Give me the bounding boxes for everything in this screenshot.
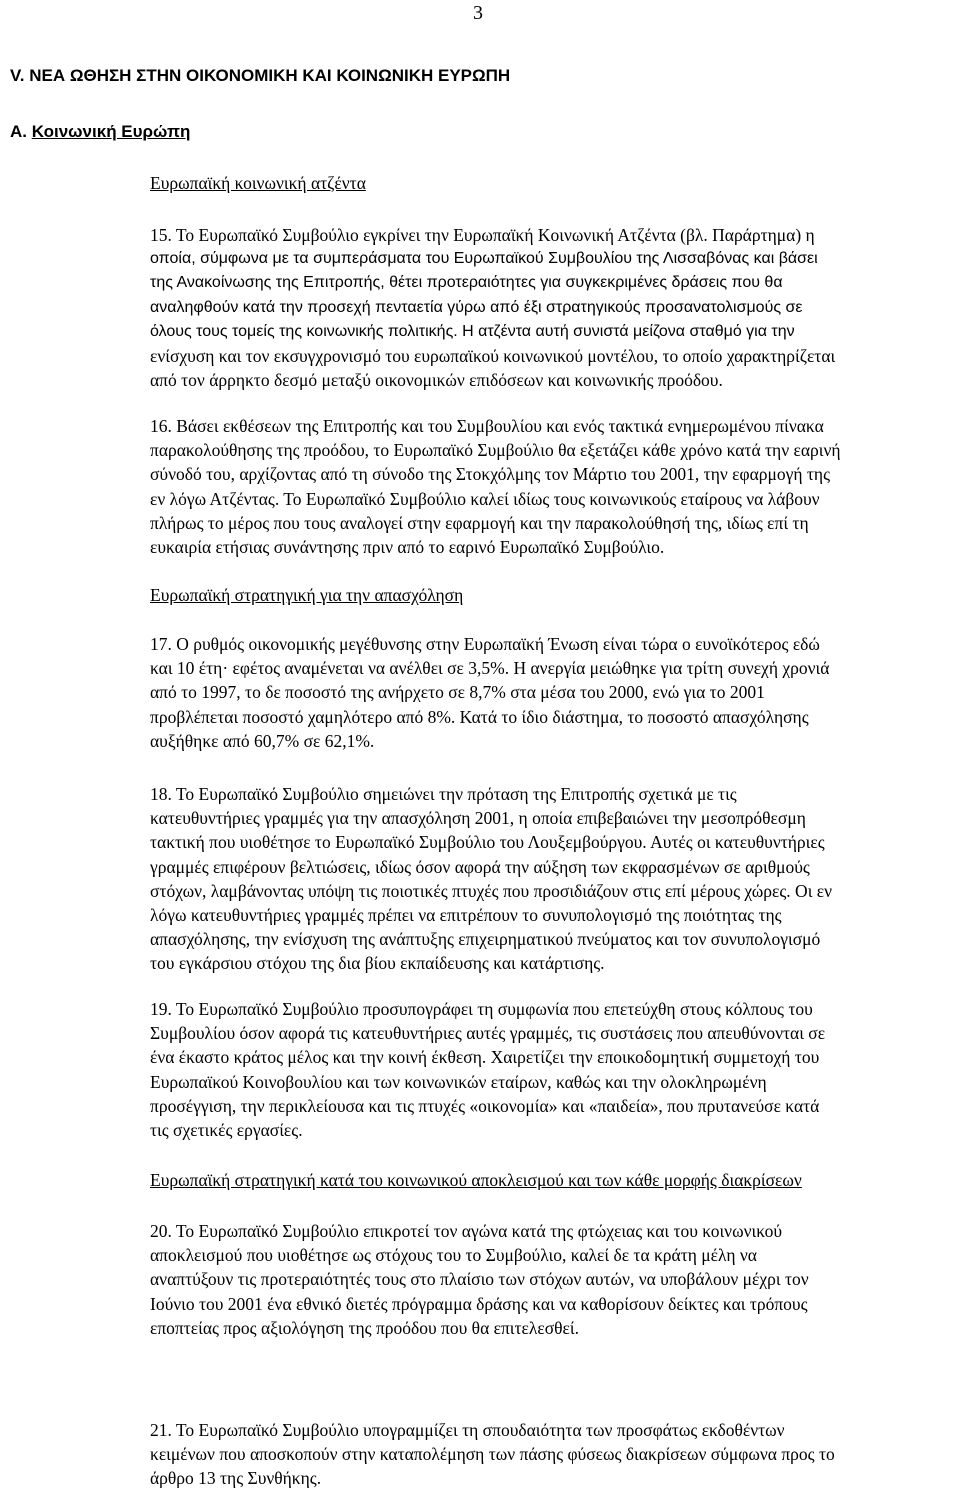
paragraph-line: αυξήθηκε από 60,7% σε 62,1%. (150, 730, 375, 751)
paragraph-line: προσέγγιση, την περικλείουσα και τις πτυχές «οικονομία» και «παιδεία», που πρυτανεύσε κατά (150, 1095, 820, 1116)
paragraph-line: 17. Ο ρυθμός οικονομικής μεγέθυνσης στην Ευρωπαϊκή Ένωση είναι τώρα ο ευνοϊκότερος εδώ (150, 634, 820, 654)
paragraph-line: αναπτύξουν τις προτεραιότητές τους στο πλαίσιο των στόχων αυτών, να υποβάλουν μέχρι τον (150, 1269, 809, 1290)
paragraph-17 (150, 632, 956, 753)
paragraph-line: παρακολούθησης της προόδου, το Ευρωπαϊκό Συμβούλιο θα εξετάζει κάθε χρόνο κατά την εαρινή (150, 440, 841, 461)
heading-employment-strategy: Ευρωπαϊκή στρατηγική για την απασχόληση (150, 585, 464, 605)
paragraph-line: του εγκάρσιου στόχου της δια βίου εκπαίδευσης και κατάρτισης. (150, 953, 605, 974)
paragraph-line: τις σχετικές εργασίες. (150, 1120, 303, 1141)
paragraph-line: οποία, σύμφωνα με τα συμπεράσματα του Ευρωπαϊκού Συμβουλίου της Λισσαβόνας και βάσει (150, 250, 818, 268)
paragraph-line: Ιούνιο του 2001 ένα εθνικό διετές πρόγραμμα δράσης και να καθορίσουν δείκτες και τρόπους (150, 1293, 808, 1314)
paragraph-line: άρθρο 13 της Συνθήκης. (150, 1468, 322, 1489)
paragraph-line: 18. Το Ευρωπαϊκό Συμβούλιο σημειώνει την πρόταση της Επιτροπής σχετικά με τις (150, 784, 737, 804)
paragraph-line: ένα έκαστο κράτος μέλος και την κοινή έκθεση. Χαιρετίζει την εποικοδομητική συμμετοχή του (150, 1047, 820, 1068)
section-title: V. ΝΕΑ ΩΘΗΣΗ ΣΤΗΝ ΟΙΚΟΝΟΜΙΚΗ ΚΑΙ ΚΟΙΝΩΝΙΚΗ ΕΥΡΩΠΗ (10, 66, 511, 85)
paragraph-line: Συμβουλίου όσον αφορά τις κατευθυντήριες αυτές γραμμές, τις συστάσεις που απευθύνονται σε (150, 1023, 826, 1044)
paragraph-line: ενίσχυση και τον εκσυγχρονισμό του ευρωπαϊκού κοινωνικού μοντέλου, το οποίο χαρακτηρίζεται (150, 346, 836, 367)
paragraph-line: από τον άρρηκτο δεσμό μεταξύ οικονομικών επιδόσεων και κοινωνικής προόδου. (150, 370, 723, 391)
paragraph-line: κατευθυντήριες γραμμές για την απασχόληση 2001, η οποία επιβεβαιώνει την μεσοπρόθεσμη (150, 808, 806, 829)
page-number: 3 (473, 2, 483, 24)
paragraph-16 (150, 414, 956, 559)
paragraph-line: τακτική που υιοθέτησε το Ευρωπαϊκό Συμβούλιο του Λουξεμβούργου. Αυτές οι κατευθυντήριες (150, 832, 825, 853)
paragraph-line: λόγω κατευθυντήριες γραμμές πρέπει να επιτρέπουν το συνυπολογισμό της ποιότητας της (150, 905, 782, 926)
subsection-title-text: Κοινωνική Ευρώπη (31, 122, 191, 141)
heading-social-agenda: Ευρωπαϊκή κοινωνική ατζέντα (150, 173, 366, 193)
paragraph-line: προβλέπεται ποσοστό χαμηλότερο από 8%. Κατά το ίδιο διάστημα, το ποσοστό απασχόλησης (150, 706, 809, 727)
paragraph-15 (150, 223, 956, 392)
paragraph-line: εν λόγω Ατζέντας. Το Ευρωπαϊκό Συμβούλιο καλεί ιδίως τους κοινωνικούς εταίρους να λάβουν (150, 488, 820, 509)
paragraph-line: γραμμές επιφέρουν βελτιώσεις, ιδίως όσον αφορά την αύξηση των εκφρασμένων σε αριθμούς (150, 856, 810, 877)
paragraph-line: εποπτείας προς αξιολόγηση της προόδου που θα επιτελεσθεί. (150, 1317, 579, 1338)
paragraph-line: αποκλεισμού που υιοθέτησε ως στόχους του το Συμβούλιο, καλεί δε τα κράτη μέλη να (150, 1245, 757, 1266)
paragraph-line: 16. Βάσει εκθέσεων της Επιτροπής και του Συμβουλίου και ενός τακτικά ενημερωμένου πίνακα (150, 416, 824, 436)
paragraph-line: 20. Το Ευρωπαϊκό Συμβούλιο επικροτεί τον αγώνα κατά της φτώχειας και του κοινωνικού (150, 1221, 783, 1241)
paragraph-line: 19. Το Ευρωπαϊκό Συμβούλιο προσυπογράφει τη συμφωνία που επετεύχθη στους κόλπους του (150, 999, 813, 1019)
paragraph-line: σύνοδό του, αρχίζοντας από τη σύνοδο της Στοκχόλμης τον Μάρτιο του 2001, την εφαρμογή της (150, 464, 831, 485)
paragraph-21 (150, 1418, 956, 1491)
paragraph-line: απασχόλησης, την ενίσχυση της ανάπτυξης επιχειρηματικού πνεύματος και τον συνυπολογισμό (150, 929, 821, 950)
paragraph-line: πλήρως το μέρος που τους αναλογεί στην εφαρμογή και την παρακολούθησή της, ιδίως επί τη (150, 512, 809, 533)
paragraph-line: κειμένων που αποσκοπούν στην καταπολέμηση των πάσης φύσεως διακρίσεων σύμφωνα προς το (150, 1444, 835, 1465)
paragraph-18 (150, 782, 956, 976)
paragraph-line: ευκαιρία ετήσιας συνάντησης πριν από το εαρινό Ευρωπαϊκό Συμβούλιο. (150, 537, 665, 558)
heading-exclusion-strategy: Ευρωπαϊκή στρατηγική κατά του κοινωνικού αποκλεισμού και των κάθε μορφής διακρίσεων (150, 1170, 802, 1190)
paragraph-line: και 10 έτη· εφέτος αναμένεται να ανέλθει σε 3,5%. Η ανεργία μειώθηκε για τρίτη συνεχή χρονιά (150, 658, 830, 679)
paragraph-line: της Ανακοίνωσης της Επιτροπής, θέτει προτεραιότητες για συγκεκριμένες δράσεις που θα (150, 274, 783, 292)
paragraph-line: 15. Το Ευρωπαϊκό Συμβούλιο εγκρίνει την Ευρωπαϊκή Κοινωνική Ατζέντα (βλ. Παράρτημα) η (150, 225, 815, 245)
paragraph-line: αναληφθούν κατά την προσεχή πενταετία γύρω από έξι στρατηγικούς προσανατολισμούς σε (150, 298, 803, 316)
paragraph-line: 21. Το Ευρωπαϊκό Συμβούλιο υπογραμμίζει τη σπουδαιότητα των προσφάτως εκδοθέντων (150, 1420, 785, 1440)
paragraph-line: από το 1997, το δε ποσοστό της ανήρχετο σε 8,7% στα μέσα του 2000, ενώ για το 2001 (150, 682, 765, 703)
paragraph-19 (150, 997, 956, 1142)
paragraph-line: Ευρωπαϊκού Κοινοβουλίου και των κοινωνικών εταίρων, καθώς και την ολοκληρωμένη (150, 1071, 767, 1092)
subsection-title (10, 122, 190, 142)
paragraph-line: στόχων, λαμβάνοντας υπόψη τις ποιοτικές πτυχές που προσιδιάζουν στις επί μέρους χώρες. Οι εν (150, 880, 833, 901)
paragraph-20 (150, 1219, 956, 1340)
paragraph-line: όλους τους τομείς της κοινωνικής πολιτικής. Η ατζέντα αυτή συνιστά μείζονα σταθμό για την (150, 322, 795, 340)
subsection-prefix: A. (10, 122, 32, 141)
